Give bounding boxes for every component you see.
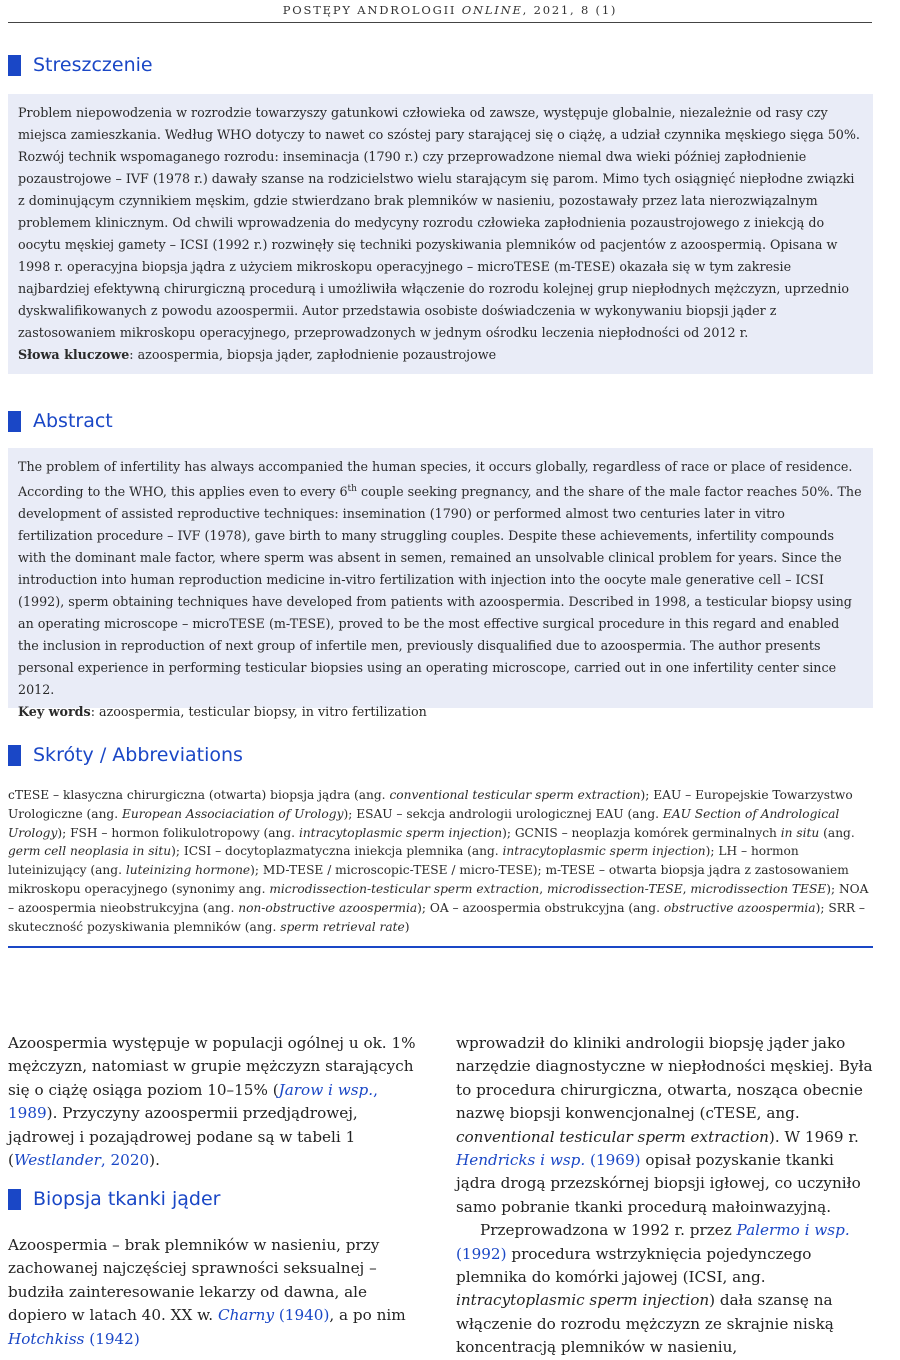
text-run: , (682, 881, 691, 896)
text-run: EAU Section of Andrological Urology (8, 806, 840, 840)
text-run: ); ICSI – docytoplazmatyczna iniekcja plemnika (ang. (171, 844, 503, 859)
abbreviations-rule (8, 946, 873, 948)
streszczenie-text (18, 102, 863, 344)
text-run: intracytoplasmic sperm injection (456, 1291, 710, 1310)
abstract-text (18, 456, 863, 701)
paragraph (8, 1032, 428, 1172)
section-title: Biopsja tkanki jąder (33, 1188, 221, 1210)
text-run: intracytoplasmic sperm injection (298, 825, 503, 840)
citation-link[interactable] (218, 1306, 329, 1324)
text-run: ). W 1969 r. (768, 1127, 859, 1146)
abstract-box (8, 448, 873, 720)
text-run: sperm retrieval rate (280, 919, 405, 934)
text-run: European Associaciation of Urology (121, 806, 344, 821)
text-run: ); MD-TESE / microscopic-TESE / micro-TESE); m-TESE – otwarta biopsja jądra z zastosowaniem mikroskopu operacyjnego (synonimy ang. (8, 863, 849, 896)
section-heading-streszczenie (8, 52, 153, 78)
text-run: luteinizing hormone (125, 863, 251, 878)
text-run: obstructive azoospermia (663, 900, 816, 915)
section-marker (8, 1189, 21, 1210)
text-run: germ cell neoplasia in situ (8, 844, 172, 859)
keywords-list: : azoospermia, testicular biopsy, in vitro fertilization (90, 704, 427, 720)
section-title: Streszczenie (33, 54, 153, 76)
section-heading-abstract (8, 408, 113, 434)
text-run: (1969) (585, 1151, 641, 1170)
text-run: microdissection-testicular sperm extraction (269, 881, 540, 896)
section-title: Skróty / Abbreviations (33, 744, 243, 766)
text-run: , 1989 (8, 1080, 378, 1123)
text-run: Palermo i wsp. (736, 1221, 850, 1240)
text-run: ). Przyczyny azoospermii przedjądrowej, jądrowej i pozajądrowej podane są w tabeli 1 ( (8, 1104, 358, 1170)
text-run: procedura wstrzyknięcia pojedynczego plemnika do komórki jajowej (ICSI, ang. (456, 1244, 812, 1287)
header-rule (8, 22, 872, 23)
text-run: Hendricks i wsp. (456, 1151, 586, 1170)
text-run: ); EAU – Europejskie Towarzystwo Urologiczne (ang. (8, 788, 853, 821)
text-run: , a po nim (329, 1306, 406, 1325)
citation-link[interactable] (14, 1151, 149, 1169)
section-title: Abstract (33, 410, 113, 432)
journal-online: ONLINE (461, 3, 523, 17)
text-run: (ang. (819, 825, 855, 840)
text-run: (1940) (274, 1306, 330, 1325)
abstract-body-2: couple seeking pregnancy, and the share of the male factor reaches 50%. The development of assisted reproductive techniques: insemination (1790) or performed almost two centuries later in vitro fertilization procedure – IVF (1978), gave birth to many struggling couples. Despite these achievements, infertility compounds with the dominant male factor, where sperm was absent in semen, remained an unsolvable clinical problem for years. Since the introduction into human reproduction medicine in-vitro fertilization with injection into the oocyte male generative cell – ICSI (1992), sperm obtaining techniques have developed from patients with azoospermia. Described in 1998, a testicular biopsy using an operating microscope – microTESE (m-TESE), proved to be the most effective surgical procedure in this regard and enabled the inclusion in reproduction of next group of infertile men, previously disqualified due to azoospermia. The author presents personal experience in performing testicular biopsies using an operating microscope, carried out in one infertility center since 2012. (18, 484, 862, 698)
keywords-list: : azoospermia, biopsja jąder, zapłodnienie pozaustrojowe (129, 347, 497, 362)
text-run: ); GCNIS – neoplazja komórek germinalnych (502, 825, 781, 840)
text-run: cTESE – klasyczna chirurgiczna (otwarta) biopsja jądra (ang. (8, 788, 390, 802)
text-run: non-obstructive azoospermia (238, 900, 418, 915)
text-run: ); OA – azoospermia obstrukcyjna (ang. (417, 900, 664, 915)
paragraph (8, 1234, 428, 1351)
text-run: (1942) (84, 1329, 140, 1348)
section-marker (8, 745, 21, 766)
text-run: ); LH – hormon luteinizujący (ang. (8, 844, 799, 878)
text-run: ). (149, 1151, 160, 1170)
left-column-intro (8, 1032, 428, 1172)
text-run: Azoospermia – brak plemników w nasieniu, przy zachowanej najczęściej sprawności seksualnej – budziła zainteresowanie lekarzy od dawna, ale dopiero w latach 40. XX w. (8, 1236, 380, 1325)
abstract-body-1: The problem of infertility has always accompanied the human species, it occurs globally, regardless of race or place of residence. According to the WHO, this applies even to every 6 (18, 459, 853, 500)
abbreviations-list (8, 786, 873, 936)
text-run: , 2020 (100, 1151, 150, 1170)
text-run: in situ (780, 825, 820, 840)
text-run: Azoospermia występuje w populacji ogólnej u ok. 1% mężczyzn, natomiast w grupie mężczyzn starających się o ciążę osiąga poziom 10–15% ( (8, 1034, 416, 1099)
keywords-label: Słowa kluczowe (18, 347, 130, 362)
streszczenie-body: Problem niepowodzenia w rozrodzie towarzyszy gatunkowi człowieka od zawsze, występuje globalnie, niezależnie od rasy czy miejsca zamieszkania. Według WHO dotyczy to nawet co szóstej pary starającej się o ciążę, a udział czynnika męskiego sięga 50%. Rozwój technik wspomaganego rozrodu: inseminacja (1790 r.) czy przeprowadzone niemal dwa wieki później zapłodnienie pozaustrojowe – IVF (1978 r.) dawały szanse na rodzicielstwo wielu starającym się parom. Mimo tych osiągnięć niepłodne związki z dominującym czynnikiem męskim, gdzie stwierdzano brak plemników w nasieniu, pozostawały przez lata nierozwiązalnym problemem klinicznym. Od chwili wprowadzenia do medycyny rozrodu człowieka zapłodnienia pozaustrojowego z iniekcją do oocytu męskiej gamety – ICSI (1992 r.) rozwinęły się techniki pozyskiwania plemników od pacjentów z azoospermią. Opisana w 1998 r. operacyjna biopsja jądra z użyciem mikroskopu operacyjnego – microTESE (m-TESE) okazała się w tym zakresie najbardziej efektywną chirurgiczną procedurą i umożliwiła włączenie do rozrodu kolejnej grup niepłodnych mężczyzn, uprzednio dyskwalifikowanych z powodu azoospermii. Autor przedstawia osobiste doświadczenia w wykonywaniu biopsji jąder z zastosowaniem mikroskopu operacyjnego, przeprowadzonych w jednym ośrodku leczenia niepłodności od 2012 r. (18, 105, 860, 340)
right-column (456, 1032, 876, 1360)
left-column-biopsja (8, 1234, 428, 1351)
journal-issue: , 2021, 8 (1) (522, 3, 618, 17)
text-run: intracytoplasmic sperm injection (502, 844, 706, 859)
journal-name: POSTĘPY ANDROLOGII (282, 3, 462, 17)
text-run: Charny (217, 1306, 275, 1325)
text-run: Przeprowadzona w 1992 r. przez (480, 1221, 737, 1240)
text-run: Jarow i wsp. (278, 1080, 374, 1099)
text-run: ) (404, 919, 410, 934)
text-run: ); FSH – hormon folikulotropowy (ang. (57, 825, 299, 840)
running-head (0, 0, 900, 22)
streszczenie-box (8, 94, 873, 374)
superscript: th (347, 484, 357, 494)
section-marker (8, 411, 21, 432)
text-run: ); NOA – azoospermia nieobstrukcyjna (ang. (8, 881, 869, 915)
text-run: Westlander (13, 1151, 101, 1170)
text-run: Hotchkiss (8, 1329, 85, 1348)
citation-link[interactable] (8, 1330, 140, 1348)
section-heading-biopsja (8, 1186, 220, 1212)
text-run: (1992) (456, 1244, 507, 1263)
text-run: conventional testicular sperm extraction (389, 788, 641, 802)
abstract-keywords (18, 701, 863, 723)
text-run: ) dała szansę na włączenie do rozrodu mężczyzn ze skrajnie niską koncentracją plemników w nasieniu, (456, 1291, 834, 1357)
text-run: ); SRR – skuteczność pozyskiwania plemników (ang. (8, 900, 865, 934)
text-run: microdissection TESE (690, 881, 827, 896)
section-marker (8, 55, 21, 76)
text-run: ); ESAU – sekcja andrologii urologicznej EAU (ang. (343, 806, 663, 821)
paragraph (456, 1219, 876, 1359)
text-run: microdissection-TESE (546, 881, 683, 896)
citation-link[interactable] (456, 1151, 641, 1169)
streszczenie-keywords (18, 344, 863, 366)
keywords-label: Key words (18, 704, 91, 720)
section-heading-abbreviations (8, 742, 243, 768)
paragraph (456, 1032, 876, 1219)
text-run: , (539, 881, 547, 896)
text-run: conventional testicular sperm extraction (456, 1127, 769, 1146)
text-run: wprowadził do kliniki andrologii biopsję jąder jako narzędzie diagnostyczne w niepłodności męskiej. Była to procedura chirurgiczna, otwarta, nosząca obecnie nazwę biopsji konwencjonalnej (cTESE, ang. (456, 1034, 873, 1123)
text-run: opisał pozyskanie tkanki jądra drogą przezskórnej biopsji igłowej, co uczyniło samo pobranie tkanki procedurą małoinwazyjną. (456, 1151, 861, 1216)
